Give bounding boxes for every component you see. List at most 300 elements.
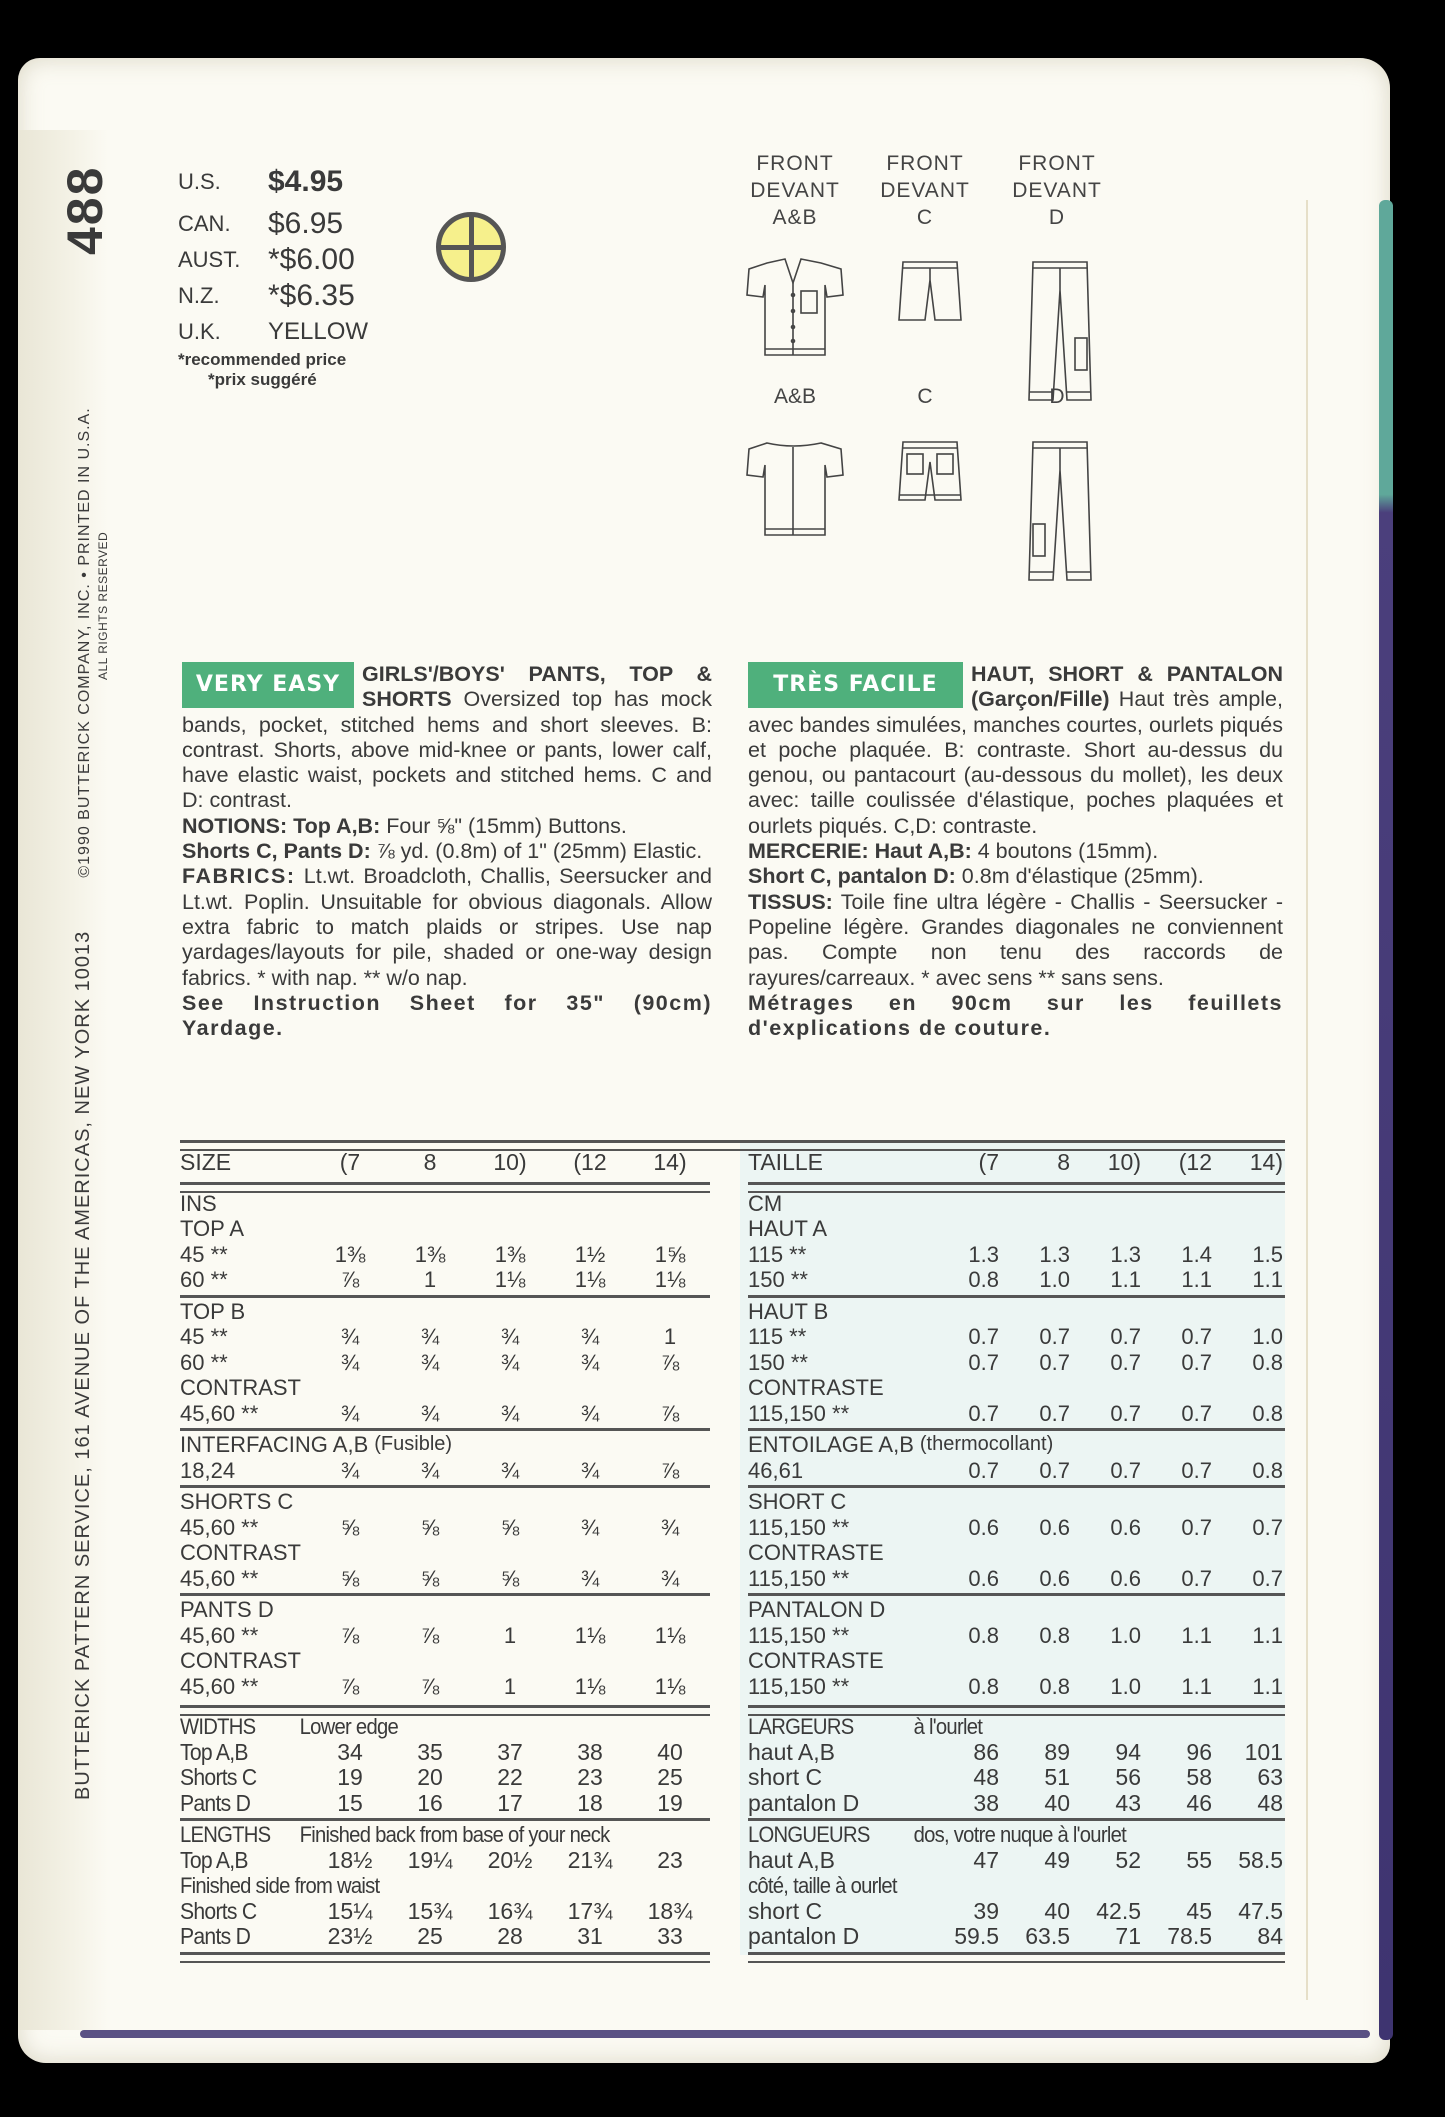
row-label: 60 ** [180, 1349, 228, 1375]
table-row [748, 1674, 1285, 1699]
cell-value: 0.8 [968, 1622, 999, 1648]
back-label-c: C [917, 385, 933, 408]
table-rule [748, 1818, 1285, 1821]
cell-value: 1.1 [1181, 1622, 1212, 1648]
row-label: CONTRAST [180, 1375, 301, 1400]
lengths-note: dos, votre nuque à l'ourlet [913, 1822, 1127, 1847]
table-row [748, 1623, 1285, 1648]
section-title-text: HAUT B [748, 1298, 829, 1324]
section-title [748, 1216, 1285, 1241]
cell-value: 89 [1044, 1738, 1070, 1765]
cell-value: 19¼ [407, 1846, 453, 1873]
cell-value: ¾ [660, 1565, 680, 1591]
notions-text-fr: 4 boutons (15mm). [971, 839, 1159, 864]
notions-label-fr: MERCERIE: Haut A,B: [748, 839, 972, 864]
cell-value: 19 [337, 1764, 363, 1790]
price-row-aust [178, 242, 378, 278]
section-title [748, 1432, 1285, 1457]
cell-value: 23 [577, 1764, 603, 1790]
size-header: (12 [573, 1149, 607, 1175]
cell-value: 1.1 [1252, 1622, 1283, 1648]
cell-value: 0.7 [1110, 1457, 1141, 1483]
notions2-label-en: Shorts C, Pants D: [182, 839, 371, 864]
size-header: 10) [1107, 1149, 1141, 1175]
cell-value: 23½ [327, 1923, 373, 1949]
table-rule [180, 1428, 710, 1431]
table-row [748, 1191, 1285, 1216]
row-label: 115,150 ** [748, 1565, 850, 1591]
cell-value: 0.8 [1039, 1622, 1070, 1648]
cell-value: 16 [417, 1789, 443, 1816]
cell-value: 0.8 [968, 1267, 999, 1292]
cell-value: 0.8 [1252, 1349, 1283, 1375]
cell-value: 1.3 [968, 1241, 999, 1267]
table-rule [180, 1952, 710, 1963]
section-title [748, 1597, 1285, 1622]
cell-value: ⅞ [660, 1349, 680, 1375]
price-note-en: *recommended price [178, 350, 347, 369]
widths-title-text: WIDTHS [180, 1714, 256, 1739]
top-front-icon [745, 255, 845, 365]
section-title [180, 1216, 710, 1241]
table-row [180, 1899, 710, 1924]
instruction-note-fr: Métrages en 90cm sur les feuillets d'explications de couture. [748, 990, 1283, 1041]
cell-value: 40 [1044, 1897, 1070, 1924]
table-row [748, 1375, 1285, 1400]
row-label: 115 ** [748, 1324, 807, 1349]
cell-value: 40 [1044, 1789, 1070, 1816]
size-header: (12 [1178, 1149, 1212, 1175]
price-label: U.K. [178, 319, 221, 344]
cell-value: 1 [503, 1673, 517, 1699]
cell-value: 101 [1244, 1738, 1283, 1765]
cell-value: 17¾ [567, 1897, 613, 1924]
row-label: 150 ** [748, 1349, 808, 1375]
cell-value: 1⅛ [654, 1267, 686, 1292]
envelope-bottom-edge [80, 2030, 1370, 2038]
cell-value: ⅞ [340, 1622, 360, 1648]
cell-value: 1⅛ [494, 1267, 526, 1292]
front-header-c [860, 150, 990, 231]
cell-value: 49 [1044, 1846, 1070, 1873]
cell-value: 0.6 [1110, 1514, 1141, 1540]
price-row-us [178, 158, 378, 206]
table-row [748, 1740, 1285, 1765]
section-title-text: INTERFACING A,B [180, 1432, 369, 1457]
cell-value: 17 [497, 1789, 523, 1816]
cell-value: 0.6 [968, 1565, 999, 1591]
section-title-text: TOP A [180, 1216, 245, 1241]
row-label: haut A,B [748, 1738, 835, 1765]
cell-value: ¾ [340, 1457, 360, 1483]
table-row [748, 1791, 1285, 1816]
cell-value: 45 [1186, 1897, 1212, 1924]
view-label: C [916, 206, 934, 229]
cell-value: 1⅜ [334, 1241, 366, 1267]
cell-value: ¾ [580, 1349, 600, 1375]
description-text-en: Oversized top has mock bands, pocket, stitched hems and short sleeves. B: contrast. Shorts, above mid-knee or pants, lower calf, have elastic waist, pockets and stitched hems. C and D: contrast. [182, 687, 712, 813]
table-rule [748, 1593, 1285, 1596]
widths-title [748, 1714, 1242, 1739]
cell-value: 0.8 [1252, 1457, 1283, 1483]
cell-value: 1⅛ [654, 1673, 686, 1699]
table-row [748, 1324, 1285, 1349]
table-rule [748, 1952, 1285, 1963]
table-row [748, 1150, 1285, 1175]
instruction-note-en: See Instruction Sheet for 35" (90cm) Yardage. [182, 990, 712, 1041]
table-row [748, 1540, 1285, 1565]
cell-value: 40 [657, 1738, 683, 1765]
notions2-text-fr: 0.8m d'élastique (25mm). [955, 864, 1204, 889]
cell-value: ¾ [500, 1457, 520, 1483]
cell-value: ⅝ [500, 1565, 520, 1591]
table-row [180, 1924, 710, 1949]
table-row [180, 1674, 710, 1699]
cell-value: 0.7 [1181, 1349, 1212, 1375]
cell-value: 42.5 [1096, 1897, 1141, 1924]
cell-value: 58.5 [1238, 1846, 1283, 1873]
cell-value: 20 [417, 1764, 443, 1790]
cell-value: 1.1 [1181, 1673, 1212, 1699]
widths-note: à l'ourlet [913, 1714, 983, 1739]
cell-value: 96 [1186, 1738, 1212, 1765]
row-label: 45,60 ** [180, 1514, 259, 1540]
cell-value: 1 [663, 1324, 677, 1349]
section-title-text: ENTOILAGE A,B [748, 1432, 914, 1457]
row-label: Pants D [180, 1789, 251, 1816]
row-label: 115,150 ** [748, 1622, 850, 1648]
table-row [180, 1324, 710, 1349]
cell-value: ⅞ [660, 1457, 680, 1483]
row-label: 45,60 ** [180, 1565, 259, 1591]
cell-value: 0.7 [968, 1400, 999, 1426]
price-list [178, 158, 378, 390]
section-title-note: (Fusible) [374, 1433, 453, 1455]
lengths-title-text: LONGUEURS [748, 1822, 870, 1847]
row-label: pantalon D [748, 1923, 860, 1949]
cell-value: 0.7 [1252, 1514, 1283, 1540]
cell-value: ¾ [420, 1400, 440, 1426]
row-label: short C [748, 1764, 823, 1790]
price-value: YELLOW [268, 318, 369, 345]
cell-value: 0.6 [1039, 1514, 1070, 1540]
cell-value: 43 [1115, 1789, 1141, 1816]
cell-value: 58 [1186, 1764, 1212, 1790]
cell-value: 38 [577, 1738, 603, 1765]
row-label: CONTRAST [180, 1540, 301, 1565]
cell-value: 0.6 [1039, 1565, 1070, 1591]
price-value: $4.95 [268, 165, 344, 198]
cell-value: ¾ [580, 1514, 600, 1540]
cell-value: ¾ [340, 1349, 360, 1375]
cell-value: ¾ [420, 1457, 440, 1483]
table-row [748, 1401, 1285, 1426]
row-label: 115,150 ** [748, 1400, 850, 1426]
cell-value: 28 [497, 1923, 523, 1949]
cell-value: 1.0 [1252, 1324, 1283, 1349]
cell-value: 0.7 [1110, 1324, 1141, 1349]
widths-title [180, 1714, 668, 1739]
row-label: 45 ** [180, 1241, 228, 1267]
fabrics-text-fr: Toile fine ultra légère - Challis - Seersucker - Popeline légère. Grandes diagonales ne conviennent pas. Compte non tenu des raccords de rayures/carreaux. * avec sens ** sans sens. [748, 889, 1283, 990]
cell-value: 78.5 [1167, 1923, 1212, 1949]
cell-value: 23 [657, 1846, 683, 1873]
cell-value: 0.7 [968, 1324, 999, 1349]
cell-value: 48 [1257, 1789, 1283, 1816]
cell-value: 1½ [574, 1241, 606, 1267]
cell-value: 84 [1257, 1923, 1283, 1949]
table-row [748, 1515, 1285, 1540]
lengths-title [180, 1822, 668, 1847]
row-label: 18,24 [180, 1457, 236, 1483]
table-row [180, 1401, 710, 1426]
section-title [748, 1489, 1285, 1514]
table-rule [180, 1818, 710, 1821]
row-label: Shorts C [180, 1897, 257, 1924]
cell-value: 55 [1186, 1846, 1212, 1873]
fabrics-text-en: Lt.wt. Broadcloth, Challis, Seersucker and Lt.wt. Poplin. Unsuitable for obvious diagonals. Allow extra fabric to match plaids or stripes. Use nap yardages/layouts for pile, shaded or one-way design fabrics. * with nap. ** w/o nap. [182, 864, 712, 990]
table-row [180, 1648, 710, 1673]
cell-value: 38 [973, 1789, 999, 1816]
table-row [180, 1791, 710, 1816]
price-value: *$6.00 [268, 243, 355, 276]
cell-value: 1⅜ [494, 1241, 526, 1267]
pattern-number: 488 [57, 165, 113, 255]
cell-value: ⅞ [420, 1622, 440, 1648]
section-title-note: (thermocollant) [919, 1433, 1054, 1455]
cell-value: ⅝ [420, 1565, 440, 1591]
cell-value: 0.7 [1181, 1400, 1212, 1426]
table-row [180, 1267, 710, 1292]
cell-value: 1⅛ [654, 1622, 686, 1648]
cell-value: 1.0 [1039, 1267, 1070, 1292]
cell-value: ¾ [660, 1514, 680, 1540]
cell-value: 18¾ [647, 1897, 693, 1924]
description-text-fr: Haut très ample, avec bandes simulées, manches courtes, ourlets piqués et poche plaquée. B: contraste. Short au-dessus du genou, ou pantacourt (au-dessous du mollet), les deux avec: taille coulissée d'élastique, poches plaquées et ourlets piqués. C,D: contraste. [748, 687, 1283, 838]
copyright-text: ©1990 BUTTERICK COMPANY, INC. • PRINTED IN U.S.A. [76, 407, 93, 878]
cell-value: 71 [1115, 1923, 1141, 1949]
cell-value: 21¾ [567, 1846, 613, 1873]
view-label: A&B [772, 206, 818, 229]
table-row [180, 1515, 710, 1540]
row-label: 45,60 ** [180, 1673, 259, 1699]
section-title-text: TOP B [180, 1298, 246, 1324]
row-label: haut A,B [748, 1846, 835, 1873]
price-value: *$6.35 [268, 279, 355, 312]
table-row [748, 1899, 1285, 1924]
cell-value: 39 [973, 1897, 999, 1924]
rights-reserved: ALL RIGHTS RESERVED [96, 531, 110, 680]
description-french [748, 662, 1283, 1041]
cell-value: 16¾ [487, 1897, 533, 1924]
section-title-text: SHORT C [748, 1489, 847, 1514]
row-label: 115 ** [748, 1241, 807, 1267]
cell-value: 51 [1044, 1764, 1070, 1790]
size-header: 8 [423, 1149, 437, 1175]
price-label: AUST. [178, 247, 241, 272]
notions2-text-en: ⅞ yd. (0.8m) of 1" (25mm) Elastic. [370, 839, 703, 864]
row-label: CONTRAST [180, 1648, 301, 1673]
publisher-address [72, 407, 95, 1800]
cell-value: 0.8 [1039, 1673, 1070, 1699]
table-row [180, 1150, 710, 1175]
row-label: CONTRASTE [748, 1540, 884, 1565]
table-rule [748, 1295, 1285, 1298]
cell-value: 1⅜ [414, 1241, 446, 1267]
cell-value: ¾ [580, 1565, 600, 1591]
widths-note: Lower edge [299, 1714, 399, 1739]
cell-value: ¾ [340, 1324, 360, 1349]
cell-value: 20½ [487, 1846, 533, 1873]
notions-text-en: Four ⅝" (15mm) Buttons. [380, 813, 627, 838]
cell-value: 18½ [327, 1846, 373, 1873]
cell-value: 1.1 [1252, 1673, 1283, 1699]
table-rule [748, 1485, 1285, 1488]
cell-value: ¾ [580, 1457, 600, 1483]
front-label: FRONT [886, 152, 964, 175]
cell-value: ⅞ [660, 1400, 680, 1426]
shorts-back-icon [895, 440, 965, 510]
row-label: 45 ** [180, 1324, 228, 1349]
table-row [748, 1458, 1285, 1483]
envelope-right-edge [1379, 200, 1393, 2040]
cell-value: ¾ [420, 1349, 440, 1375]
size-header: 14) [1249, 1149, 1283, 1175]
table-row [180, 1458, 710, 1483]
row-label: CM [748, 1190, 783, 1216]
row-label: 46,61 [748, 1457, 804, 1483]
cell-value: 47 [973, 1846, 999, 1873]
table-rule [180, 1485, 710, 1488]
view-label: D [1048, 206, 1066, 229]
notions-label-en: NOTIONS: Top A,B: [182, 813, 381, 838]
table-row [180, 1375, 710, 1400]
cell-value: ⅞ [340, 1673, 360, 1699]
section-title [180, 1299, 710, 1324]
table-row [180, 1848, 710, 1873]
cell-value: 1⅛ [574, 1673, 606, 1699]
cell-value: ⅞ [340, 1267, 360, 1292]
section-title [180, 1597, 710, 1622]
cell-value: 1.1 [1252, 1267, 1283, 1292]
cell-value: 0.7 [1039, 1349, 1070, 1375]
cell-value: 25 [657, 1764, 683, 1790]
cell-value: ¾ [420, 1324, 440, 1349]
cell-value: 1⅛ [574, 1622, 606, 1648]
table-row [748, 1848, 1285, 1873]
table-rule [180, 1295, 710, 1298]
table-row [748, 1267, 1285, 1292]
cell-value: 31 [577, 1923, 603, 1949]
size-header: 14) [653, 1149, 687, 1175]
table-row [180, 1740, 710, 1765]
devant-label: DEVANT [880, 179, 970, 202]
cell-value: ¾ [580, 1400, 600, 1426]
cell-value: 0.7 [1039, 1457, 1070, 1483]
row-label: 60 ** [180, 1267, 228, 1292]
cell-value: 18 [577, 1789, 603, 1816]
front-label: FRONT [1018, 152, 1096, 175]
cell-value: ⅝ [340, 1565, 360, 1591]
cell-value: 15 [337, 1789, 363, 1816]
lengths-note2: Finished side from waist [180, 1873, 380, 1898]
table-row [748, 1648, 1285, 1673]
table-row [180, 1566, 710, 1591]
section-title-text: PANTS D [180, 1597, 274, 1622]
cell-value: 15¾ [407, 1897, 453, 1924]
cell-value: 1 [423, 1267, 437, 1292]
row-label: Top A,B [180, 1846, 248, 1873]
price-row-nz [178, 278, 378, 314]
row-label: 150 ** [748, 1267, 808, 1292]
envelope-crease [1306, 200, 1308, 2000]
cell-value: 19 [657, 1789, 683, 1816]
cell-value: 1.0 [1110, 1622, 1141, 1648]
cell-value: ¾ [340, 1400, 360, 1426]
cell-value: ⅝ [420, 1514, 440, 1540]
top-back-icon [745, 435, 845, 545]
yardage-tables [180, 1140, 1285, 1980]
cell-value: 0.7 [968, 1457, 999, 1483]
table-row [748, 1350, 1285, 1375]
table-row [180, 1350, 710, 1375]
price-note-fr: *prix suggéré [208, 370, 317, 389]
cell-value: 15¼ [327, 1897, 373, 1924]
size-header: 10) [493, 1149, 527, 1175]
cell-value: 0.7 [1181, 1457, 1212, 1483]
row-label: CONTRASTE [748, 1648, 884, 1673]
row-label: Top A,B [180, 1738, 248, 1765]
lengths-note2: côté, taille à ourlet [748, 1873, 897, 1898]
table-row [748, 1765, 1285, 1790]
cell-value: 0.7 [1252, 1565, 1283, 1591]
cell-value: 1.5 [1252, 1241, 1283, 1267]
cell-value: ⅝ [500, 1514, 520, 1540]
price-label: CAN. [178, 211, 231, 236]
row-label: SIZE [180, 1149, 232, 1175]
price-row-can [178, 206, 378, 242]
devant-label: DEVANT [1012, 179, 1102, 202]
section-title [748, 1299, 1285, 1324]
cell-value: 0.7 [1110, 1349, 1141, 1375]
row-label: 115,150 ** [748, 1514, 850, 1540]
cell-value: 52 [1115, 1846, 1141, 1873]
cell-value: 1⅝ [654, 1241, 686, 1267]
cell-value: 0.7 [1039, 1400, 1070, 1426]
pants-back-icon [1025, 440, 1095, 590]
cell-value: 1 [503, 1622, 517, 1648]
pattern-title-en: GIRLS'/BOYS' PANTS, TOP & SHORTS [362, 662, 712, 712]
lengths-title [748, 1822, 1242, 1847]
cell-value: 0.7 [1110, 1400, 1141, 1426]
cell-value: 0.7 [1181, 1514, 1212, 1540]
cell-value: ¾ [580, 1324, 600, 1349]
cell-value: 1⅛ [574, 1267, 606, 1292]
cell-value: 1.3 [1110, 1241, 1141, 1267]
cell-value: 33 [657, 1923, 683, 1949]
cell-value: 47.5 [1238, 1897, 1283, 1924]
row-label: pantalon D [748, 1789, 860, 1816]
cell-value: ¾ [500, 1400, 520, 1426]
cell-value: 46 [1186, 1789, 1212, 1816]
row-label: Pants D [180, 1923, 251, 1949]
section-title [180, 1489, 710, 1514]
cell-value: 56 [1115, 1764, 1141, 1790]
cell-value: 34 [337, 1738, 363, 1765]
cell-value: 1.0 [1110, 1673, 1141, 1699]
section-title [180, 1432, 710, 1457]
cell-value: 0.8 [1252, 1400, 1283, 1426]
